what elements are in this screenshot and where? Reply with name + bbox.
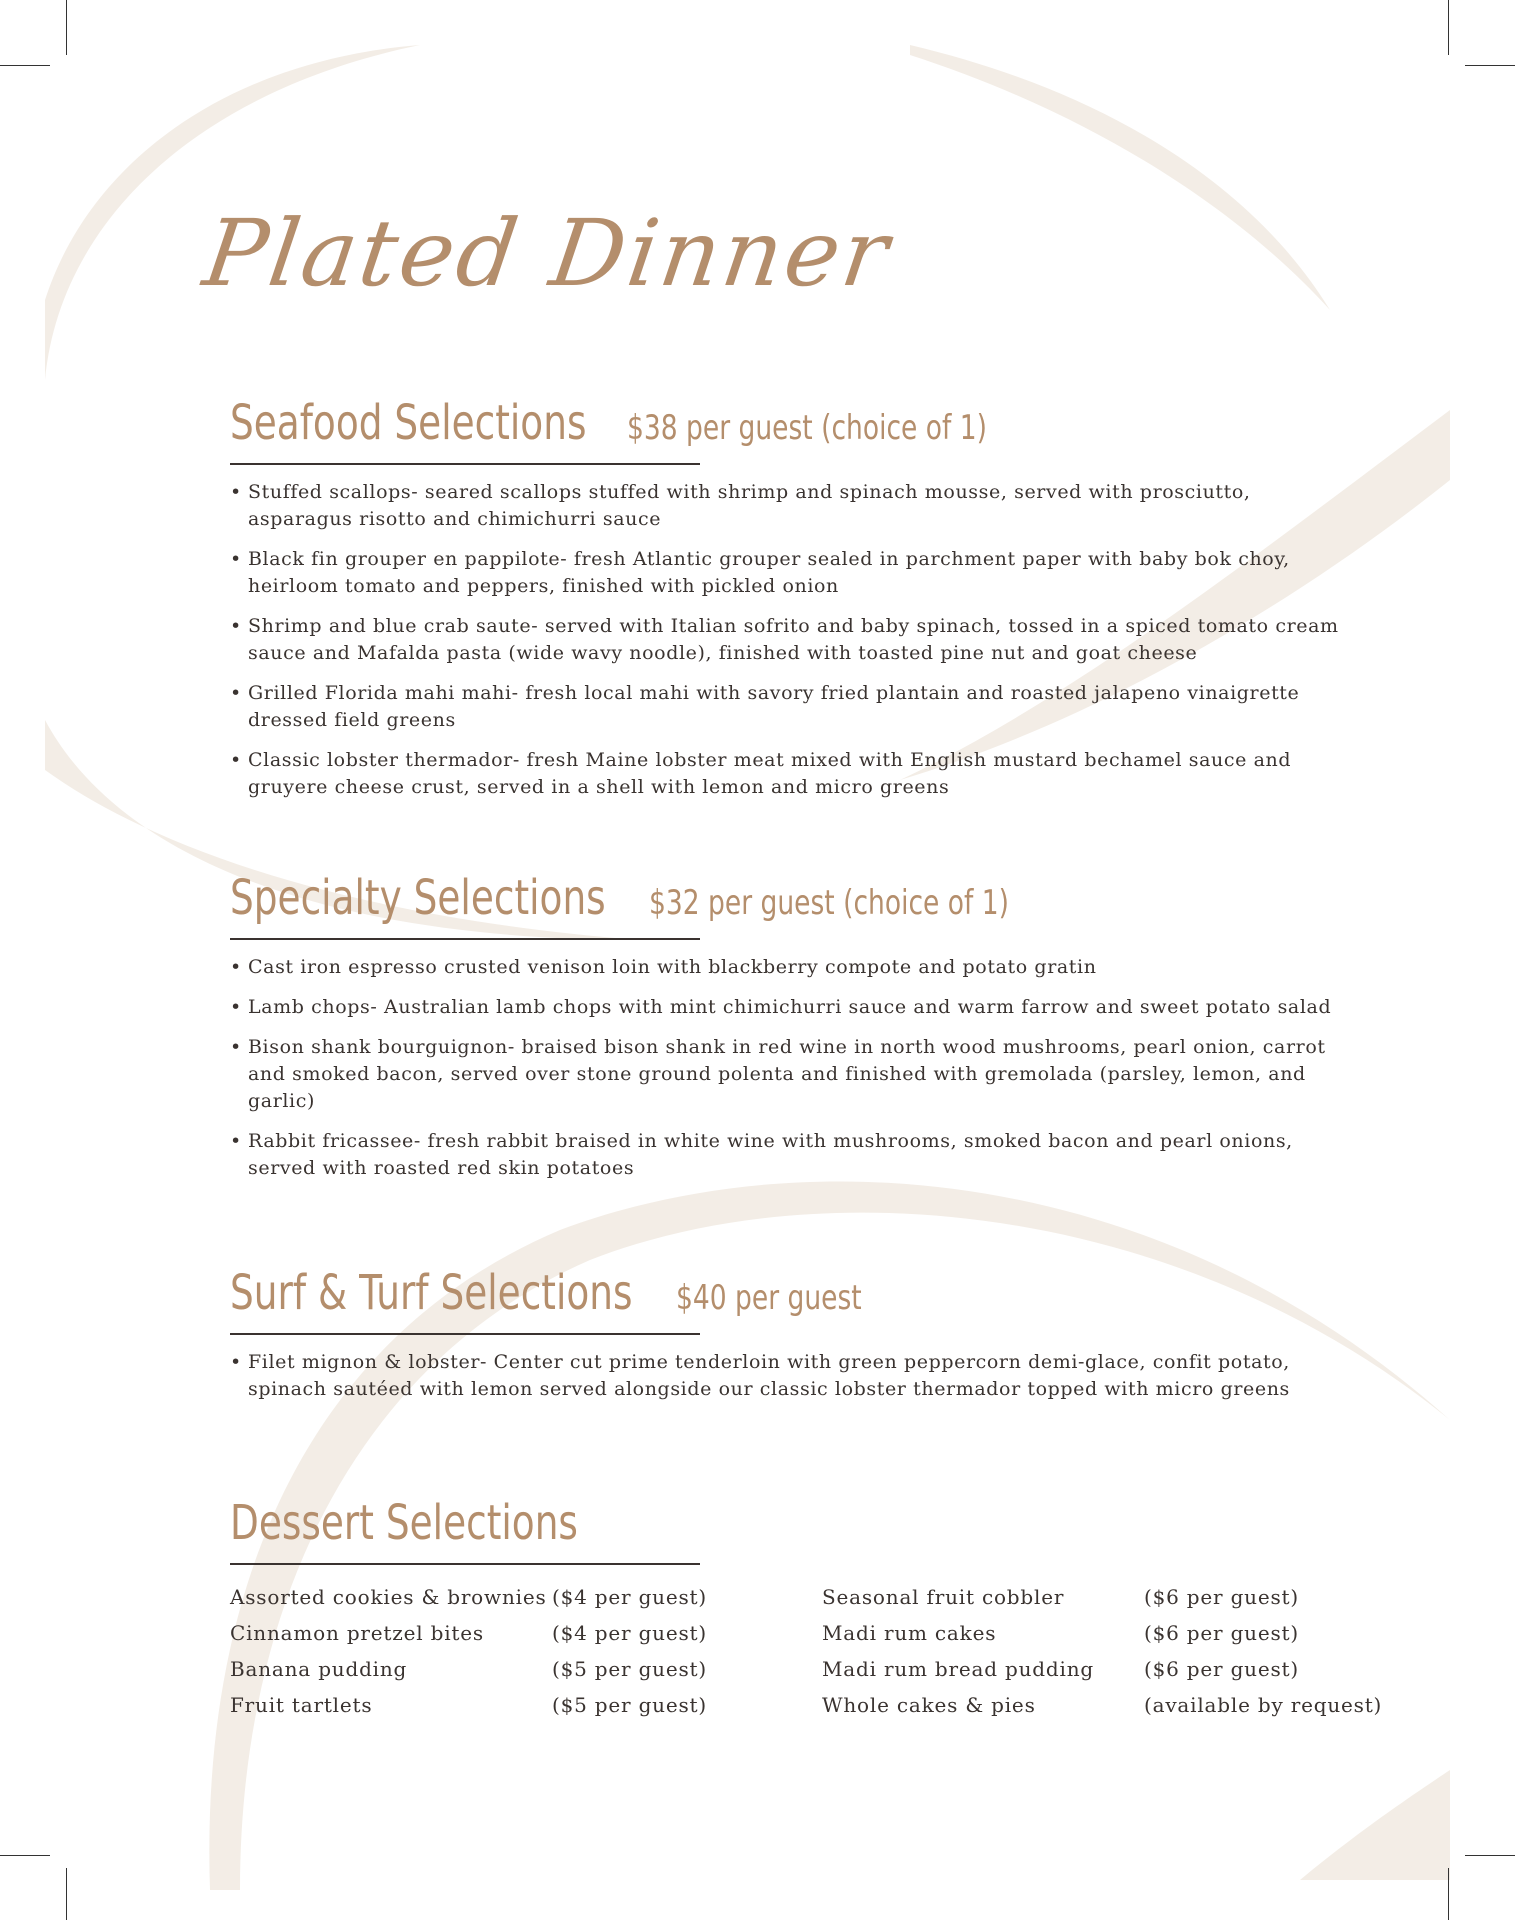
menu-item: • Rabbit fricassee- fresh rabbit braised in white wine with mushrooms, smoked bacon and pearl onions, served with roasted red skin potatoes <box>230 1128 1360 1182</box>
section-divider <box>230 1333 700 1335</box>
section-divider <box>230 938 700 940</box>
menu-item: • Grilled Florida mahi mahi- fresh local mahi with savory fried plantain and roasted jalapeno vinaigrette dressed field greens <box>230 680 1360 734</box>
dessert-price: ($6 per guest) <box>1144 1657 1299 1681</box>
menu-item: • Black fin grouper en pappilote- fresh Atlantic grouper sealed in parchment paper with baby bok choy, heirloom tomato and peppers, finished with pickled onion <box>230 546 1360 600</box>
dessert-name: Assorted cookies & brownies <box>230 1585 547 1609</box>
menu-item: • Cast iron espresso crusted venison loin with blackberry compote and potato gratin <box>230 954 1360 981</box>
section-header <box>230 395 1360 451</box>
menu-item: • Stuffed scallops- seared scallops stuffed with shrimp and spinach mousse, served with prosciutto, asparagus risotto and chimichurri sauce <box>230 479 1360 533</box>
section-header <box>230 1265 1360 1321</box>
menu-item: • Filet mignon & lobster- Center cut prime tenderloin with green peppercorn demi-glace, confit potato, spinach sautéed with lemon served alongside our classic lobster thermador topped with micro greens <box>230 1349 1360 1403</box>
section-divider <box>230 463 700 465</box>
dessert-name: Whole cakes & pies <box>822 1693 1036 1717</box>
menu-item: • Bison shank bourguignon- braised bison shank in red wine in north wood mushrooms, pearl onion, carrot and smoked bacon, served over stone ground polenta and finished with gremolada (parsley, lemon, and garlic) <box>230 1034 1360 1115</box>
menu-item-list <box>230 479 1360 801</box>
menu-item-list <box>230 1349 1360 1403</box>
section-title: Specialty Selections <box>230 870 606 926</box>
dessert-name: Cinnamon pretzel bites <box>230 1621 484 1645</box>
section-divider <box>230 1563 700 1565</box>
menu-item: • Lamb chops- Australian lamb chops with mint chimichurri sauce and warm farrow and sweet potato salad <box>230 994 1360 1021</box>
dessert-price: ($6 per guest) <box>1144 1585 1299 1609</box>
section-title: Surf & Turf Selections <box>230 1265 633 1321</box>
page-title: Plated Dinner <box>197 200 898 307</box>
dessert-name: Madi rum cakes <box>822 1621 997 1645</box>
section-title: Dessert Selections <box>230 1495 578 1551</box>
dessert-price: (available by request) <box>1144 1693 1383 1717</box>
dessert-name: Banana pudding <box>230 1657 408 1681</box>
section-title: Seafood Selections <box>230 395 587 451</box>
section-price: $38 per guest (choice of 1) <box>626 408 987 448</box>
specialty-section <box>230 870 1360 1195</box>
dessert-name: Madi rum bread pudding <box>822 1657 1094 1681</box>
menu-item-list <box>230 954 1360 1182</box>
section-price: $40 per guest <box>676 1278 862 1318</box>
surf-turf-section <box>230 1265 1360 1416</box>
dessert-price: ($5 per guest) <box>552 1693 707 1717</box>
dessert-price: ($5 per guest) <box>552 1657 707 1681</box>
dessert-name: Fruit tartlets <box>230 1693 373 1717</box>
dessert-price: ($6 per guest) <box>1144 1621 1299 1645</box>
section-header <box>230 1495 1360 1551</box>
dessert-price: ($4 per guest) <box>552 1621 707 1645</box>
seafood-section <box>230 395 1360 814</box>
dessert-section <box>230 1495 1360 1565</box>
dessert-price: ($4 per guest) <box>552 1585 707 1609</box>
section-price: $32 per guest (choice of 1) <box>648 883 1009 923</box>
menu-item: • Classic lobster thermador- fresh Maine lobster meat mixed with English mustard bechamel sauce and gruyere cheese crust, served in a shell with lemon and micro greens <box>230 747 1360 801</box>
menu-item: • Shrimp and blue crab saute- served with Italian sofrito and baby spinach, tossed in a spiced tomato cream sauce and Mafalda pasta (wide wavy noodle), finished with toasted pine nut and goat cheese <box>230 613 1360 667</box>
section-header <box>230 870 1360 926</box>
dessert-name: Seasonal fruit cobbler <box>822 1585 1065 1609</box>
